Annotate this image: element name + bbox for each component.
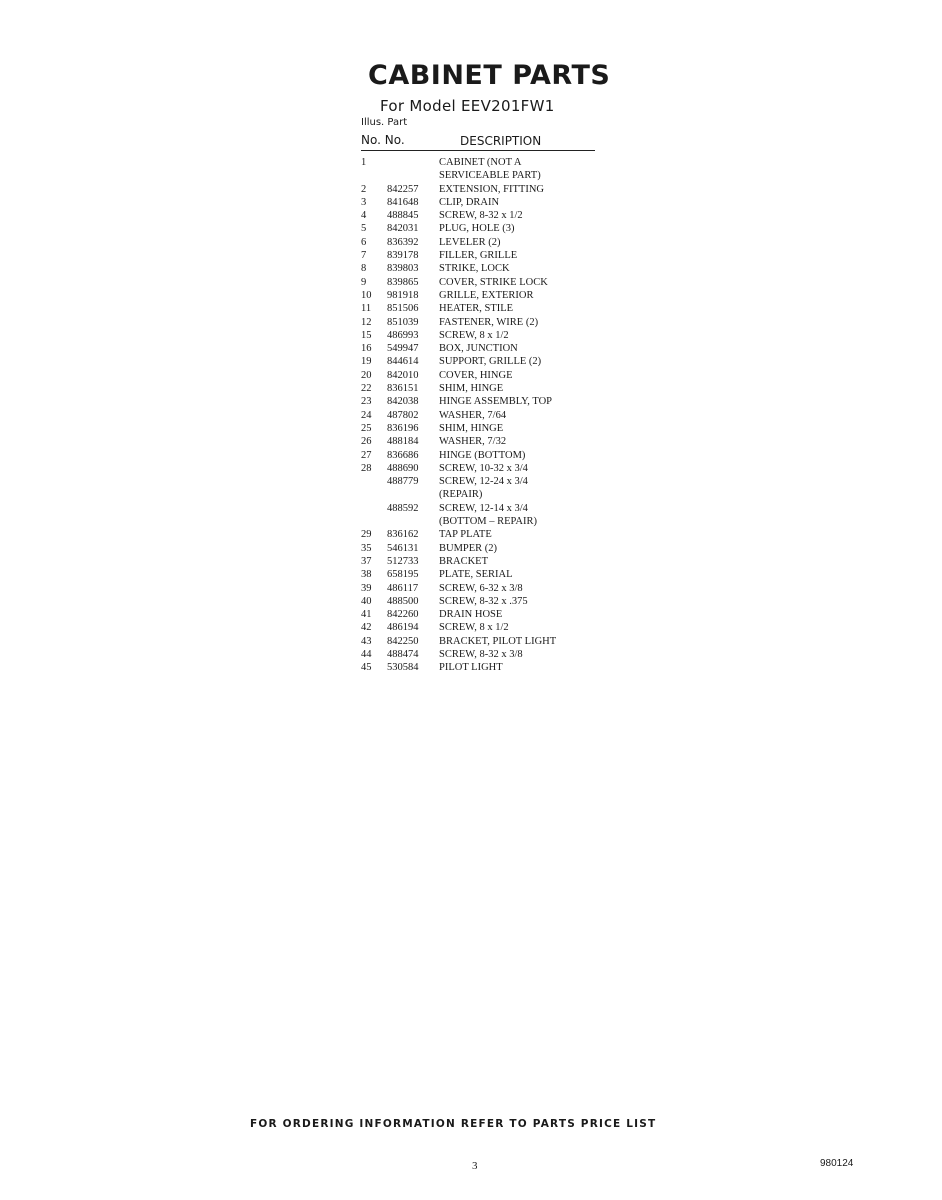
parts-row [361,262,601,275]
part-description: WASHER, 7/32 [439,436,507,448]
illus-number: 39 [361,582,372,594]
part-description: CABINET (NOT A [439,157,522,168]
part-number: 842250 [387,635,419,647]
part-number: 488500 [387,595,419,607]
illus-number [361,475,387,488]
parts-row [361,355,601,368]
part-description: SCREW, 8 x 1/2 [439,329,509,341]
parts-row [361,449,601,462]
illus-number: 27 [361,449,372,461]
part-number: 842260 [387,609,419,621]
part-description: PLUG, HOLE (3) [439,223,515,235]
illus-number: 6 [361,236,367,248]
illus-number: 9 [361,276,367,288]
part-description: HINGE (BOTTOM) [439,449,526,461]
illus-number: 3 [361,196,367,208]
illus-number: 12 [361,316,372,328]
part-number: 842038 [387,396,419,408]
part-number: 488690 [387,462,419,474]
part-description: SCREW, 8-32 x .375 [439,595,528,607]
part-number: 546131 [387,542,419,554]
part-description: BRACKET, PILOT LIGHT [439,635,557,647]
parts-row [361,156,601,169]
part-description: HINGE ASSEMBLY, TOP [439,396,553,408]
part-number: 487802 [387,409,419,421]
part-number: 842031 [387,223,419,235]
part-description: SCREW, 6-32 x 3/8 [439,582,523,594]
part-description: SCREW, 8-32 x 3/8 [439,648,523,660]
page-number: 3 [472,1160,478,1172]
part-description: SCREW, 12-14 x 3/4 [439,502,528,514]
illus-number: 1 [361,157,367,168]
part-description: BRACKET [439,555,489,567]
illus-number: 23 [361,396,372,408]
illus-number: 29 [361,529,372,541]
part-number: 488592 [387,502,419,514]
part-number: 836196 [387,422,419,434]
illus-number: 15 [361,329,372,341]
illus-number: 5 [361,223,367,235]
parts-row [361,395,601,408]
parts-row [361,382,601,395]
illus-number: 28 [361,462,372,474]
illus-number: 16 [361,343,372,355]
part-number: 836162 [387,529,419,541]
illus-number: 19 [361,356,372,368]
part-number: 839865 [387,276,419,288]
illus-number: 44 [361,648,372,660]
part-description: (BOTTOM – REPAIR) [439,516,538,528]
illus-number: 26 [361,436,372,448]
parts-row [361,289,601,302]
illus-number: 45 [361,662,372,674]
part-description: COVER, STRIKE LOCK [439,276,548,288]
part-number: 844614 [387,356,419,368]
document-code: 980124 [820,1158,854,1169]
column-header-no: No. No. [361,133,405,147]
illus-number [361,502,387,515]
illus-number: 24 [361,409,372,421]
illus-number: 41 [361,609,372,621]
part-description: SCREW, 12-24 x 3/4 [439,476,528,488]
illus-number [361,169,387,182]
parts-row [361,276,601,289]
part-number: 658195 [387,569,419,581]
ordering-note: FOR ORDERING INFORMATION REFER TO PARTS PRICE LIST [250,1118,657,1130]
part-description: HEATER, STILE [439,303,514,315]
illus-number: 4 [361,210,367,222]
illus-number: 35 [361,542,372,554]
part-number [387,515,439,528]
parts-row [361,568,601,581]
illus-number: 22 [361,383,372,395]
illus-number: 10 [361,289,372,301]
parts-row [361,183,601,196]
part-description: (REPAIR) [439,489,483,501]
part-number: 841648 [387,196,419,208]
parts-row [361,222,601,235]
parts-row [361,648,601,661]
part-number: 851039 [387,316,419,328]
parts-row [361,635,601,648]
parts-row [361,209,601,222]
part-description: SCREW, 8-32 x 1/2 [439,210,523,222]
page-title: CABINET PARTS [368,60,611,91]
part-number [387,169,439,182]
parts-row [361,621,601,634]
illus-number: 2 [361,183,367,195]
illus-number: 38 [361,569,372,581]
part-description: BOX, JUNCTION [439,343,518,355]
illus-number: 37 [361,555,372,567]
part-description: COVER, HINGE [439,369,513,381]
part-description: STRIKE, LOCK [439,263,510,275]
part-description: SHIM, HINGE [439,422,504,434]
part-number: 836151 [387,383,419,395]
parts-row [361,316,601,329]
part-description: DRAIN HOSE [439,609,503,621]
parts-row [361,249,601,262]
part-number: 488474 [387,648,419,660]
parts-row [361,608,601,621]
parts-row [361,422,601,435]
parts-row [361,342,601,355]
part-number: 486117 [387,582,419,594]
illus-number: 42 [361,622,372,634]
part-description: SERVICEABLE PART) [439,170,541,182]
part-number: 488845 [387,210,419,222]
part-number: 836686 [387,449,419,461]
parts-row [361,515,601,528]
model-subtitle: For Model EEV201FW1 [380,97,555,115]
part-description: PLATE, SERIAL [439,569,513,581]
part-number: 839178 [387,250,419,262]
illus-number: 43 [361,635,372,647]
parts-row [361,236,601,249]
part-description: FILLER, GRILLE [439,250,518,262]
part-description: GRILLE, EXTERIOR [439,289,534,301]
part-number: 842010 [387,369,419,381]
part-number: 549947 [387,343,419,355]
part-number: 842257 [387,183,419,195]
part-number: 530584 [387,662,419,674]
part-description: WASHER, 7/64 [439,409,507,421]
part-description: LEVELER (2) [439,236,501,248]
part-number: 836392 [387,236,419,248]
part-description: TAP PLATE [439,529,492,541]
part-description: FASTENER, WIRE (2) [439,316,539,328]
parts-row [361,169,601,182]
illus-number [361,515,387,528]
part-description: SHIM, HINGE [439,383,504,395]
parts-row [361,435,601,448]
part-number: 488779 [387,476,419,488]
illus-number: 11 [361,303,372,315]
part-number: 486194 [387,622,419,634]
parts-row [361,542,601,555]
part-number: 851506 [387,303,419,315]
part-description: PILOT LIGHT [439,662,503,674]
part-number: 488184 [387,436,419,448]
part-description: BUMPER (2) [439,542,498,554]
parts-row [361,329,601,342]
column-header-illus-part: Illus. Part [361,117,408,128]
parts-row [361,502,601,515]
header-rule [361,150,595,151]
parts-row [361,196,601,209]
illus-number: 25 [361,422,372,434]
parts-list [361,156,601,675]
part-number [387,488,439,501]
part-description: SCREW, 10-32 x 3/4 [439,462,528,474]
parts-row [361,369,601,382]
parts-row [361,555,601,568]
illus-number: 8 [361,263,367,275]
parts-row [361,475,601,488]
illus-number: 40 [361,595,372,607]
part-number: 512733 [387,555,419,567]
column-header-description: DESCRIPTION [460,134,542,148]
illus-number: 20 [361,369,372,381]
part-description: SCREW, 8 x 1/2 [439,622,509,634]
parts-row [361,462,601,475]
parts-row [361,582,601,595]
parts-row [361,409,601,422]
parts-row [361,488,601,501]
part-number: 486993 [387,329,419,341]
parts-row [361,302,601,315]
part-number [387,156,439,169]
illus-number: 7 [361,250,367,262]
illus-number [361,488,387,501]
part-description: EXTENSION, FITTING [439,183,544,195]
parts-row [361,595,601,608]
part-number: 839803 [387,263,419,275]
parts-row [361,661,601,674]
part-description: SUPPORT, GRILLE (2) [439,356,542,368]
part-description: CLIP, DRAIN [439,196,500,208]
part-number: 981918 [387,289,419,301]
parts-row [361,528,601,541]
